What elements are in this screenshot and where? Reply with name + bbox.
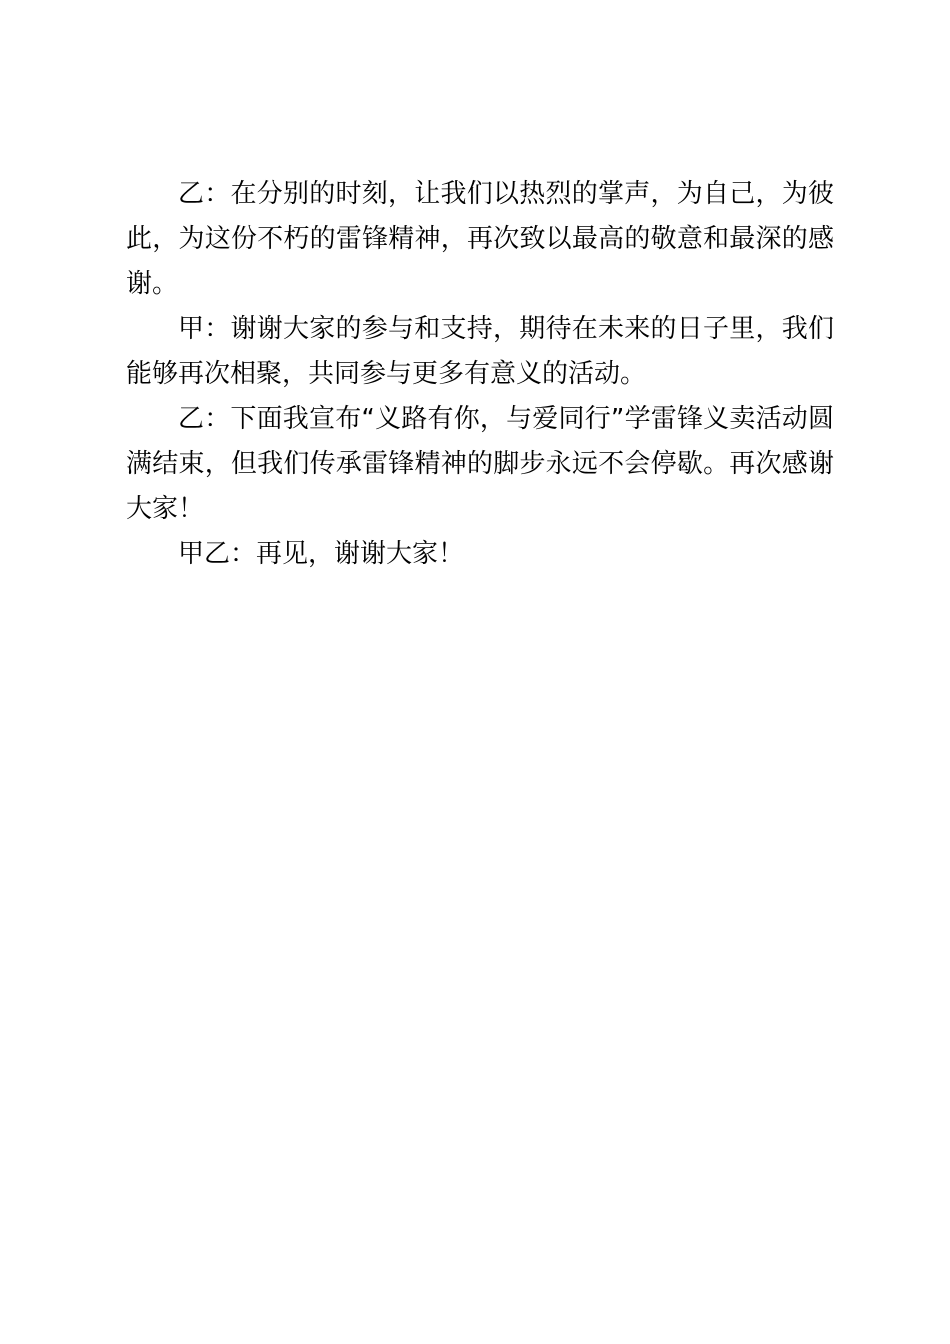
paragraph-closing-thanks: 乙：在分别的时刻，让我们以热烈的掌声，为自己，为彼此，为这份不朽的雷锋精神，再次致以最高的敬意和最深的感谢。 [126, 179, 834, 299]
paragraph-participation-thanks: 甲：谢谢大家的参与和支持，期待在未来的日子里，我们能够再次相聚，共同参与更多有意义的活动。 [126, 314, 834, 389]
paragraph-event-conclusion: 乙：下面我宣布“义路有你，与爱同行”学雷锋义卖活动圆满结束，但我们传承雷锋精神的脚步永远不会停歇。再次感谢大家！ [126, 404, 834, 524]
document-body [126, 172, 834, 577]
paragraph-farewell: 甲乙：再见，谢谢大家！ [178, 539, 465, 569]
